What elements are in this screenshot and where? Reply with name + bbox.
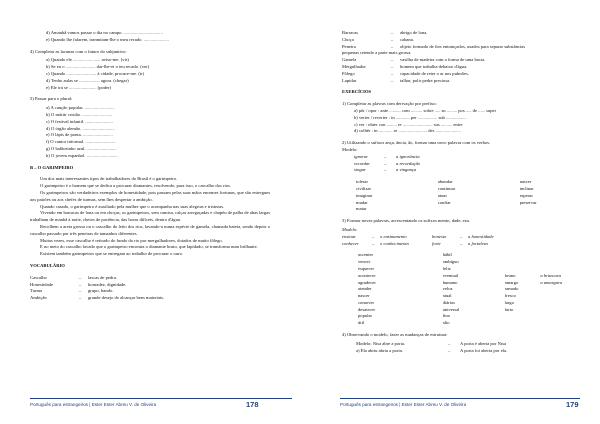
footer-text: Português para estrangeiros | Ester Ester Abreu V. de Oliveira xyxy=(30,402,157,407)
word: universal xyxy=(442,306,460,312)
word: inclinar xyxy=(519,185,534,191)
word: popular xyxy=(358,313,373,319)
exercise-3-word-row xyxy=(342,286,578,293)
exercise-5-item: e) O lápis de ponta. .......................... xyxy=(46,132,113,138)
model-word: forte xyxy=(432,240,441,246)
passage-paragraph: Existem também garimpeiros que se entregam ao trabalho de procurar o ouro. xyxy=(40,251,184,257)
vocabulary-row xyxy=(342,37,578,44)
word xyxy=(540,286,578,293)
vocabulary-term: Choça xyxy=(342,36,354,42)
word: comover xyxy=(358,299,375,305)
vocabulary-term: Peneira xyxy=(342,43,356,49)
exercise-2-word-row xyxy=(342,200,578,207)
exercise-3-word-row xyxy=(342,266,578,273)
vocabulary-dash: – xyxy=(78,281,82,287)
word: útil xyxy=(358,320,365,326)
passage-paragraph: Os garimpeiros são verdadeiros exemplos de honestidade, pois passam pelas suas mãos enormes fortunas, que são entregues aos patrões ou aos chefes de turmas, sem lhes despertar a ambição. xyxy=(30,189,270,202)
exercise-3-model-label: Modelo: xyxy=(342,226,358,232)
model-result: a ignorância xyxy=(396,153,420,159)
word: largo xyxy=(504,299,515,305)
passage-paragraph: Recolhem a areia grossa ou o cascalho do leito dos rios, lavando-a numa espécie de gamela, chamada bateia, sendo depois o cascalho passado por três peneiras de tamanhos diferentes. xyxy=(30,223,270,236)
word: a brancura xyxy=(540,272,561,278)
word: vencer xyxy=(358,259,371,265)
exercise-3-title: 3) Formar novas palavras, acrescentando os sufixos mento, dade, eza. xyxy=(342,218,470,224)
exercise-2-model-label: Modelo: xyxy=(342,146,358,152)
page-number: 178 xyxy=(246,400,259,409)
vocabulary-dash: – xyxy=(78,274,82,280)
exercise-3-word-row xyxy=(342,313,578,320)
word: atuar xyxy=(437,192,447,198)
word: matar xyxy=(356,206,367,212)
exercise-3-word-row xyxy=(342,280,578,287)
vocabulary-gloss: lascas de pedra. xyxy=(88,274,117,280)
exercise-3-word-row xyxy=(342,259,578,266)
exercise-3-word-row xyxy=(342,273,578,280)
word xyxy=(540,259,578,266)
exercise-2-word-row xyxy=(342,186,578,193)
footer-text: Português para estrangeiros | Ester Ester Abreu V. de Oliveira xyxy=(340,402,467,407)
vocabulary-row xyxy=(30,288,270,295)
vocabulary-row xyxy=(30,275,270,282)
word: acontecer xyxy=(358,272,376,278)
exercise-3-word-row xyxy=(342,252,578,259)
vocabulary-dash: – xyxy=(78,295,82,301)
exercise-3-item-d: d) Amanhã vamos passar o dia no campo. .................................. xyxy=(46,30,163,35)
word: civilizar xyxy=(356,185,372,191)
word: hábil xyxy=(442,252,452,258)
exercise-4-item: e) Ele irá se ........................ (poder) xyxy=(46,84,112,90)
vocabulary-gloss: objeto formado de fios entrançados, usados para separar substâncias xyxy=(400,43,526,49)
exercise-5-item: a) A canção popular. .......................... xyxy=(46,105,115,111)
passage-paragraph: O garimpeiro é o homem que se dedica a procurar diamantes, resolvendo, para isso, o cascalho dos rios. xyxy=(40,183,231,189)
passage-paragraph: Vivendo em barracas de lona ou em choças, os garimpeiros, sem camisa, calças arregaçadas e chapéu de palha de abas largas trabalham de manhã à noite, cheios de paciência, das horas difíceis, dentro d'água. xyxy=(30,210,270,223)
vocabulary-dash: – xyxy=(390,77,394,83)
vocabulary-gloss: vasilha de madeira com a forma de uma bacia. xyxy=(400,57,486,63)
word: humano xyxy=(442,279,458,285)
vocabulary-dash: – xyxy=(390,43,394,49)
left-page-content xyxy=(30,30,270,302)
vocabulary-term: Lapidar xyxy=(342,77,357,83)
vocabulary-gloss: honradez, dignidade. xyxy=(88,281,127,287)
vocabulary-gloss: abrigo de lona. xyxy=(400,30,428,35)
model-word: o ensinamento xyxy=(380,233,407,239)
exercise-5-item: g) O balãozinho azul. .......................... xyxy=(46,145,117,151)
word: eventual xyxy=(442,272,459,278)
vocabulary-row xyxy=(30,295,270,302)
exercise-5-item: b) O mártir cristão. .......................... xyxy=(46,111,113,117)
word xyxy=(540,300,578,307)
exercise-2-word-row xyxy=(342,179,578,186)
vocabulary-gloss: talhar, polir pedra preciosa. xyxy=(400,77,451,83)
exercise-4-source: Modelo: Nisa abre a porta. xyxy=(356,340,406,346)
word xyxy=(505,320,541,327)
vocabulary-dash: – xyxy=(390,30,394,35)
model-word: a honestidade xyxy=(468,233,494,239)
vocabulary-gloss: cabana. xyxy=(400,36,414,42)
word: tolerar xyxy=(356,179,368,185)
vocabulary-row xyxy=(342,30,578,37)
left-page-footer xyxy=(30,398,292,412)
exercise-4-item: c) Quando .......................... à cidade, procure-me. (ir) xyxy=(46,70,145,76)
word: fino xyxy=(442,313,451,319)
right-page-footer xyxy=(340,398,580,412)
word: fresco xyxy=(504,293,516,299)
exercise-4-item: d) Tenho aulas se .................. agora. (chegar) xyxy=(46,77,129,83)
word: preservar xyxy=(519,199,537,205)
exercise-1-line: a) pôr / opor : ante .......... com .......... sobre ..... su ......... pos ..... de ...... super xyxy=(354,107,497,113)
word: abundar xyxy=(437,179,453,185)
word xyxy=(505,313,541,320)
word xyxy=(540,307,578,314)
exercise-4-target: A porta foi aberta por ela. xyxy=(460,347,508,353)
word: atual xyxy=(442,293,452,299)
exercise-5-item: d) O órgão alemão. ............................ xyxy=(46,125,115,131)
word: ambíguo xyxy=(442,259,459,265)
exercise-1-line: c) ver : obter con ......... re .......................... sus .......... entre xyxy=(354,121,463,127)
footer-rule xyxy=(340,398,580,399)
vocabulary-gloss: homem que trabalha debaixo d'água. xyxy=(400,63,468,69)
vocabulary-gloss: capacidade de reter o ar nos pulmões. xyxy=(400,70,470,76)
word: ascenter xyxy=(358,252,374,258)
word: farto xyxy=(504,306,514,312)
word xyxy=(540,293,578,300)
word: a amargura xyxy=(540,279,563,285)
model-word: honesto xyxy=(432,233,447,239)
vocabulary-row xyxy=(342,50,578,57)
vocabulary-gloss: grupo, bando. xyxy=(88,288,114,294)
exercise-3-word-row xyxy=(342,307,578,314)
vocabulary-row xyxy=(342,71,578,78)
word: alto xyxy=(442,320,450,326)
exercise-2-model-row xyxy=(342,154,578,161)
word xyxy=(540,313,578,320)
model-word: conhecer xyxy=(342,240,359,246)
exercise-4-target: A porta é aberta por Nisa xyxy=(460,340,507,346)
word: nascer xyxy=(519,179,532,185)
model-verb: singar xyxy=(354,167,366,173)
exercise-4-item: a) Quando ele ........................ aviso-me. (vir) xyxy=(46,57,129,63)
exercise-2-model-row xyxy=(342,167,578,174)
word: agradecer xyxy=(358,279,376,285)
vocabulary-term: Ambição xyxy=(30,295,47,301)
vocabulary-row xyxy=(342,44,578,51)
model-word: o conhecimento xyxy=(380,240,409,246)
vocabulary-row xyxy=(342,57,578,64)
word: mudar xyxy=(356,199,368,205)
model-dash: – xyxy=(384,153,387,159)
exercise-4-title: 4) Completar as lacunas com o futuro do subjuntivo: xyxy=(30,48,127,54)
vocabulary-dash: – xyxy=(78,288,82,294)
vocabulary-title: VOCABULÁRIO xyxy=(30,262,65,268)
vocabulary-term: Honestidade xyxy=(30,281,53,287)
exercise-4-row: a) Ela abriu abriu a porta. – A porta foi aberta por ela. xyxy=(356,347,508,353)
exercise-2-word-row xyxy=(342,206,578,213)
exercise-4-item: b) Se eu o .......................... dar-lhe-ei o teu recado. (ver) xyxy=(46,64,150,70)
vocabulary-term: Barracas xyxy=(342,30,359,35)
exercise-4-row: Modelo: Nisa abre a porta. – A porta é aberta por Nisa xyxy=(356,340,507,346)
word: diárias xyxy=(442,299,455,305)
right-page-content xyxy=(342,30,578,354)
word xyxy=(505,266,541,273)
model-dash: – xyxy=(384,167,387,173)
exercise-5-item: c) O festival infantil. ........................ xyxy=(46,118,113,124)
exercise-1-line: b) verter / reverter : in ............ per ................. sub .................. xyxy=(354,114,467,120)
vocabulary-term: Mergulhador xyxy=(342,63,366,69)
word xyxy=(505,259,541,266)
word: amargo xyxy=(504,279,519,285)
passage-paragraph: Quando casado, o garimpeiro é auxiliado pela mulher que o acompanha nas suas alegrias e tristezas. xyxy=(40,203,225,209)
passage-paragraph: Um dos mais interessantes tipos de trabalhadores do Brasil é o garimpeiro. xyxy=(40,176,178,182)
vocabulary-dash: – xyxy=(390,36,394,42)
exercise-1-line: d) colhêr : in ............ re ......................... des ...................... xyxy=(354,128,461,134)
vocabulary-row xyxy=(342,64,578,71)
footer-rule xyxy=(30,398,292,399)
model-result: a vingança xyxy=(396,167,417,173)
vocabulary-dash: – xyxy=(390,57,394,63)
exercise-4-source: a) Ela abriu abriu a porta. xyxy=(356,347,403,353)
word: confiar xyxy=(437,199,451,205)
model-word: a fortaleza xyxy=(468,240,488,246)
word: desatecer xyxy=(358,306,376,312)
exercise-3-word-grid xyxy=(342,252,578,327)
vocabulary-term: Cascalho xyxy=(30,274,47,280)
exercise-3-word-row xyxy=(342,300,578,307)
exercise-2-word-row xyxy=(342,193,578,200)
passage-paragraph: E no meio do cascalho lavado que o garimpeiro encontra o diamante bruto, que lapidado, se transforma num brilhante. xyxy=(40,244,258,250)
model-verb: ignorar xyxy=(354,153,369,159)
exercise-3-model-row: conhecer – o conhecimento forte – a fortaleza xyxy=(342,240,488,246)
model-word: ensinar xyxy=(342,233,356,239)
vocabulary-gloss: grande desejo de alcançar bens materiais. xyxy=(88,295,165,301)
exercise-3-model-row: ensinar – o ensinamento honesto – a honestidade xyxy=(342,233,494,239)
vocabulary-term: Fôlego xyxy=(342,70,355,76)
exercise-1-title: 1) Completar as plavras com derivação por prefixo: xyxy=(342,101,437,107)
vocabulary-dash: – xyxy=(390,63,394,69)
exercise-3-word-row xyxy=(342,320,578,327)
exercise-2-title: 2) Utilizando o sufixos ança, ância, ão, formar uma novo palavra com os verbos: xyxy=(342,140,491,146)
word: continuar xyxy=(437,185,456,191)
word: esperar xyxy=(519,192,533,198)
vocabulary-dash: – xyxy=(390,70,394,76)
vocabulary-row xyxy=(30,282,270,289)
vocabulary-gloss: pequenas retendo a parte mais grossa. xyxy=(342,50,412,56)
word: feliz xyxy=(442,265,451,271)
word xyxy=(540,266,578,273)
word: imaginar xyxy=(356,192,373,198)
word: nascer xyxy=(358,293,370,299)
vocabulary-term: Gamela xyxy=(342,57,357,63)
word: veloz xyxy=(442,286,453,292)
vocabulary-term: Turma xyxy=(30,288,43,294)
exercise-5-item: h) O jovem espanhol. ........................... xyxy=(46,152,118,158)
exercises-title: EXERCÍCIOS xyxy=(342,89,372,95)
exercise-5-title: 5) Passar para o plural: xyxy=(30,96,73,102)
exercise-4-title: 4) Observando o modelo, fazer as mudanças de estrutura: xyxy=(342,332,448,338)
word xyxy=(505,252,541,259)
page-number: 179 xyxy=(566,400,579,409)
exercise-3-word-row xyxy=(342,293,578,300)
exercise-5-item: f) O cantor informal. .......................... xyxy=(46,139,116,145)
right-page xyxy=(300,0,600,424)
word: atender xyxy=(358,286,372,292)
model-dash: – xyxy=(384,160,387,166)
word: bruno xyxy=(504,272,516,278)
passage-paragraph: Muitas vezes, esse cascalho é retirado do fundo do rio por mergulhadores, dotados de muito fôlego. xyxy=(40,237,223,243)
word: armado xyxy=(504,286,519,292)
exercise-2-model-row xyxy=(342,161,578,168)
word xyxy=(540,252,578,259)
exercise-3-item-e: e) Quando lhe falarem, tranmitam-lhe o meu recado. ...................... xyxy=(46,36,169,42)
model-verb: recordar xyxy=(354,160,370,166)
vocabulary-row xyxy=(342,78,578,85)
section-title: B – O GARIMPEIRO xyxy=(30,164,74,170)
model-result: a recordação xyxy=(396,160,421,166)
word xyxy=(540,320,578,327)
word: esquecer xyxy=(358,265,375,271)
